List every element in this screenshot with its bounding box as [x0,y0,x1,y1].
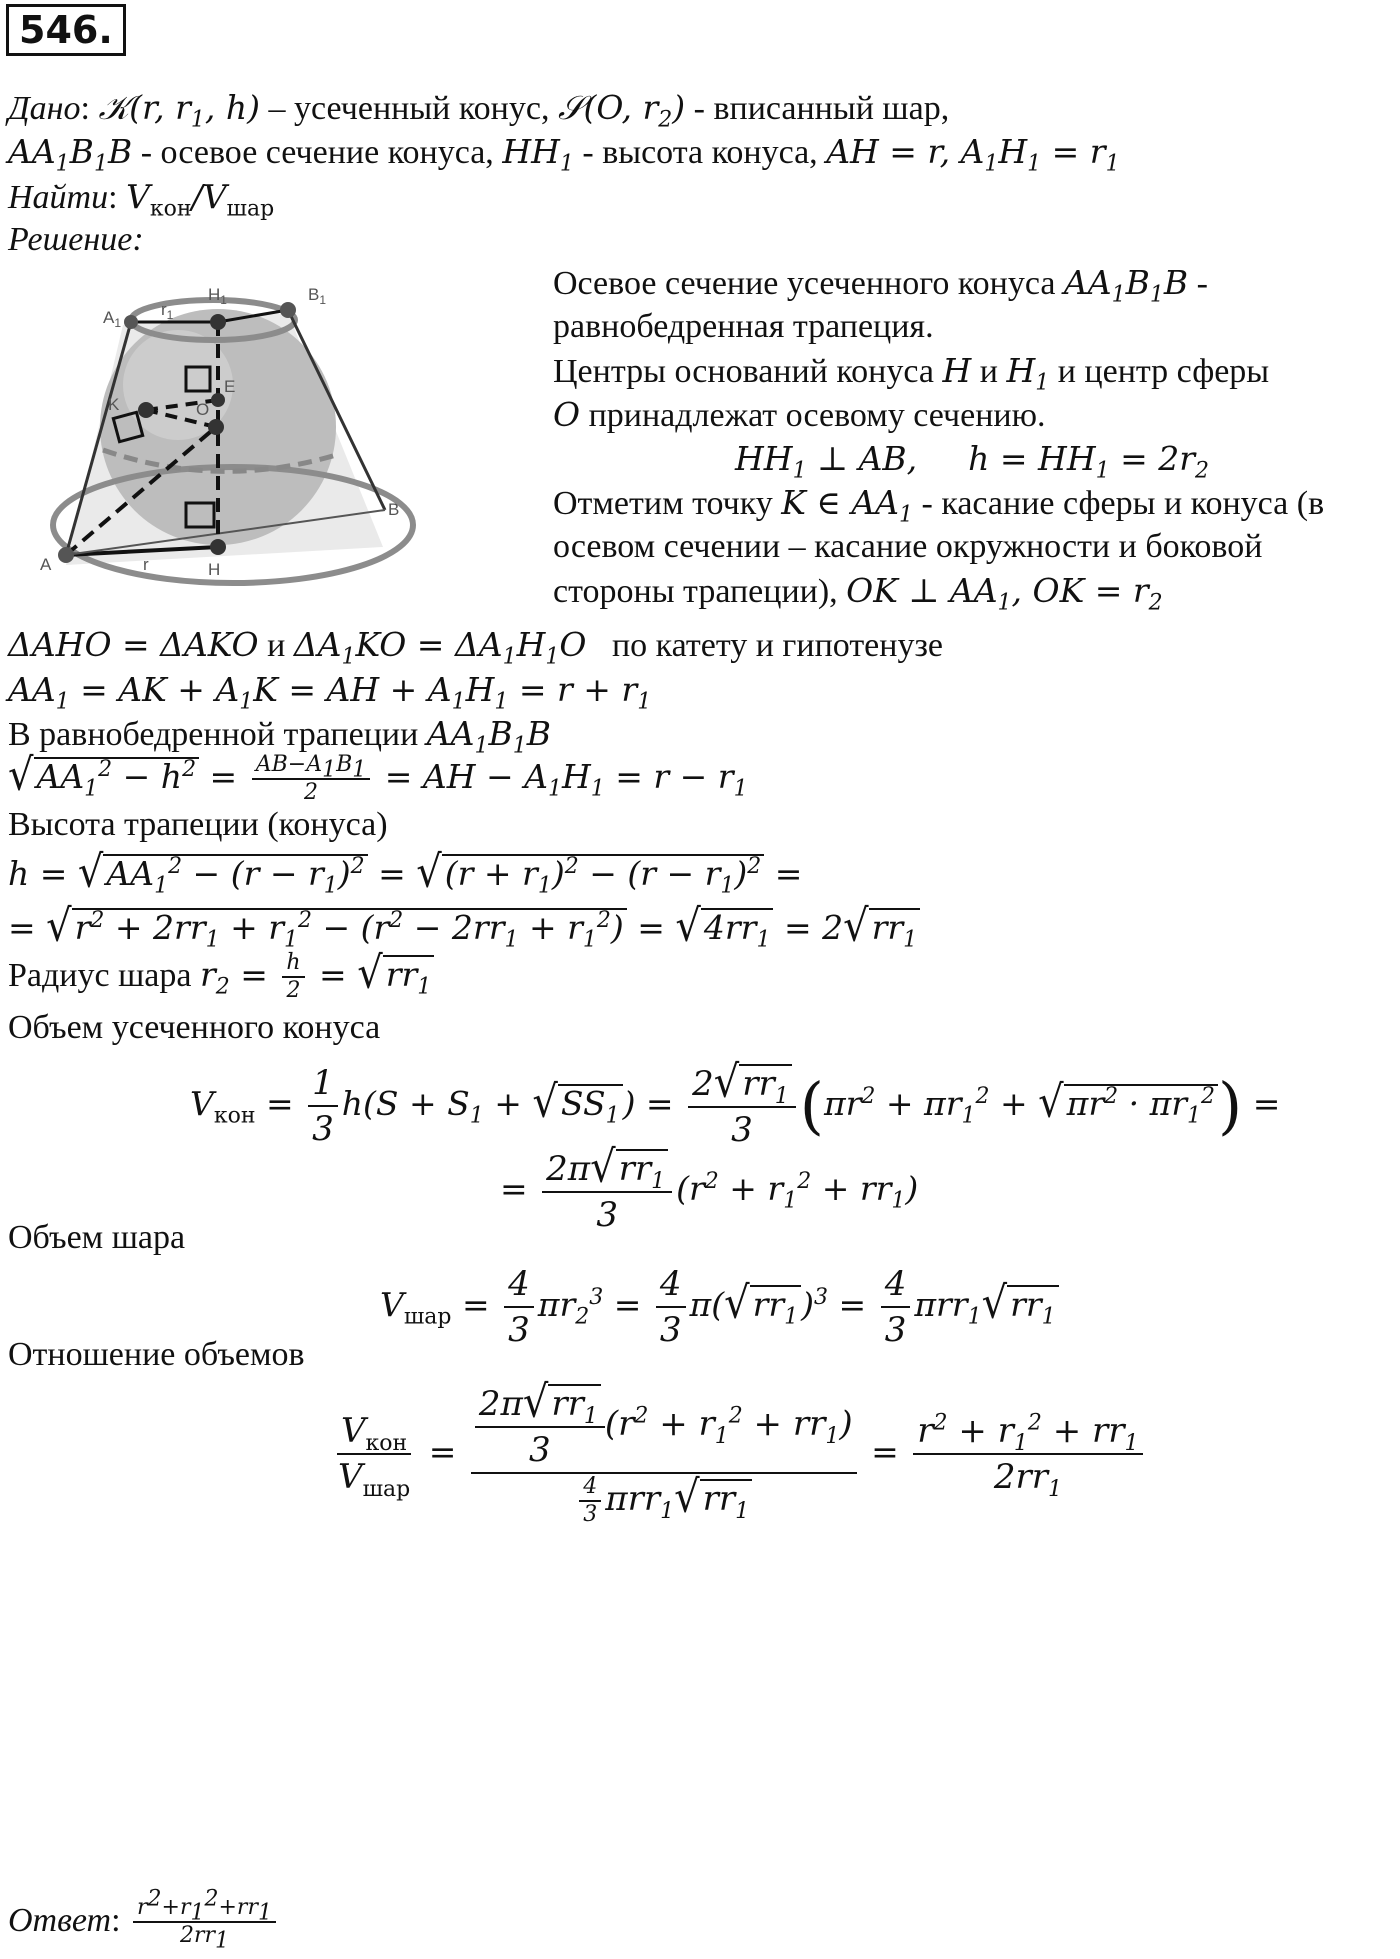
right-line-3: Центры оснований конуса H и $H_1$ и центр сферы [553,351,1270,396]
label-A: A [40,555,52,574]
step-cone-volume-title: Объем усеченного конуса [8,1009,381,1046]
given-line-2: $AA_1B_1B$ - осевое сечение конуса, $HH_1$ - высота конуса, AH = r, $A_1H_1 = r_1$ [8,132,1120,177]
given-label: Дано [8,90,81,127]
step-ratio-title: Отношение объемов [8,1336,305,1373]
step-radius: Радиус шара $r_2$ = $\frac{h}{2}$ = $√rr_1$ [8,950,434,1004]
step-height-2: = $√r^2 + 2rr_1 + r_1^2 - (r^2 - 2rr_1 + r_1^2) = √4rr_1 = 2√rr_1$ [8,906,920,949]
step-height-1: $h = √AA_1^2 - (r - r_1)^2 = √(r + r_1)^2 - (r - r_1)^2$ = [8,846,803,899]
answer-line: Ответ: $\frac{r^2+r_1^2+rr_1}{2rr_1}$ [8,1895,280,1949]
step-ratio: $\frac{V_{кон}}{V_{шар}}$ = $\frac{2\pi√rr_1}{3}$ $(r^2 + r_1^2 + rr_1)$ $\frac{4}{3}$ $\pi rr_1√rr_1$ = $\frac{r^2 + r_1^2 + rr_1}{2rr_1}$ [330,1380,1147,1528]
given-text-4: - высота конуса, [582,134,818,171]
label-H: H [208,560,221,579]
right-line-4: O принадлежат осевому сечению. [553,395,1046,434]
truncated-cone-figure [28,285,508,625]
solution-label: Решение: [8,221,144,258]
given-text-2: - вписанный шар, [693,90,950,127]
label-O: O [196,400,210,419]
right-line-6: Отметим точку K ∈ $AA_1$ - касание сферы и конуса (в [553,483,1325,528]
given-text-3: - осевое сечение конуса, [140,134,494,171]
step-height-title: Высота трапеции (конуса) [8,806,388,843]
find-label: Найти [8,179,109,216]
label-E: E [224,377,236,396]
step-cone-volume-2: = $\frac{2\pi√rr_1}{3}$ $(r^2 + r_1^2 + rr_1)$ [500,1141,919,1235]
label-K: K [108,395,120,414]
step-congruence: ΔAHO = ΔAKO и $\Delta A_1KO = \Delta A_1H_1O$ по катету и гипотенузе [8,625,943,670]
label-B: B [388,500,400,519]
step-leg: $√AA_1^2 - h^2$ = $\frac{AB-A_1B_1}{2}$ = AH − $A_1H_1 = r - r_1$ [8,749,748,805]
problem-number: 546. [6,4,126,56]
given-text-1: – усеченный конус, [268,90,550,127]
label-B1: $B_1$ [308,285,327,307]
right-line-8: стороны трапеции), OK ⊥ $AA_1$, OK = $r_2$ [553,571,1163,616]
label-r: r [143,555,149,574]
label-H1: $H_1$ [208,285,227,307]
right-line-2: равнобедренная трапеция. [553,308,934,345]
step-ball-volume-title: Объем шара [8,1219,186,1256]
step-ball-volume: $V_{шар}$ = $\frac{4}{3}$ $\pi r_2^3$ = $\frac{4}{3}$ $\pi(√rr_1)^3$ = $\frac{4}{3}$ $\pi rr_1√rr_1$ [380,1262,1059,1352]
find-line: Найти: $V_{кон}/V_{шар}$ [8,177,275,222]
label-r1: $r_1$ [161,300,174,322]
label-A1: $A_1$ [103,308,122,330]
right-line-5: $HH_1$ ⊥ AB, $h = HH_1 = 2r_2$ [735,439,1210,484]
given-line-1: Дано: 𝒦(r, $r_1$, h) – усеченный конус, 𝒮(O, $r_2$) - вписанный шар, [8,88,950,133]
right-line-7: осевом сечении – касание окружности и боковой [553,528,1263,565]
right-line-1: Осевое сечение усеченного конуса $AA_1B_1B$ - [553,263,1208,308]
step-sum: $AA_1$ = AK + $A_1K$ = AH + $A_1H_1 = r + r_1$ [8,670,652,715]
step-trapezoid: В равнобедренной трапеции $AA_1B_1B$ [8,714,551,759]
step-cone-volume-1: $V_{кон}$ = $\frac{1}{3}$ $h(S + S_1 + √SS_1)$ = $\frac{2√rr_1}{3}$ $(\pi r^2 + \pi r_1^2 + √\pi r^2 \cdot \pi r_1^2)$ = [190,1056,1281,1150]
